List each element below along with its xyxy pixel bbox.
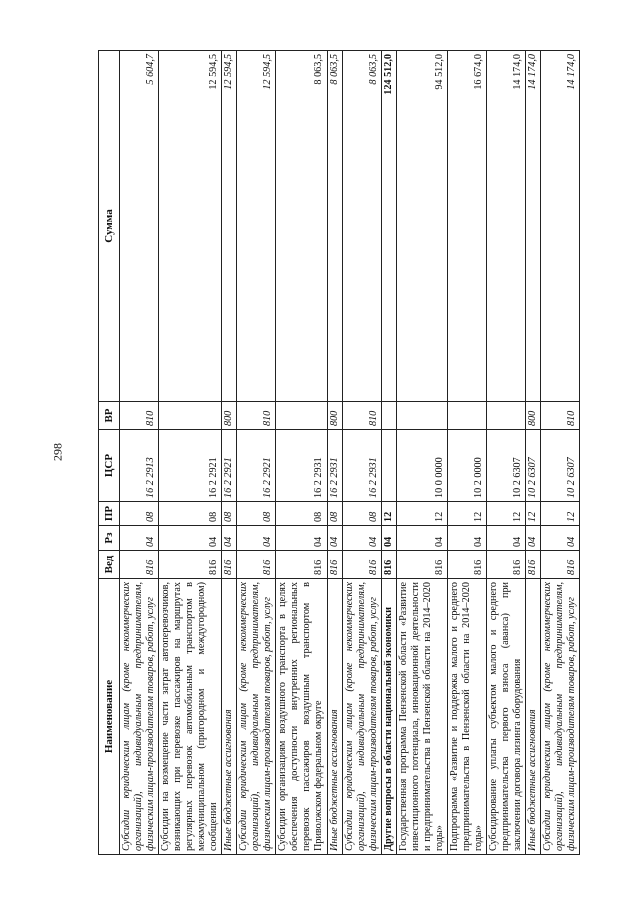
table-row [525,51,540,855]
rotated-table-container [98,50,578,855]
cell-vr: 800 [327,402,342,430]
cell-pr: 08 [327,502,342,526]
cell-rz: 04 [541,526,580,551]
cell-ved: 816 [159,551,222,579]
cell-sum: 14 174,0 [486,51,525,402]
cell-ved: 816 [381,551,396,579]
cell-ved: 816 [276,551,327,579]
cell-rz: 04 [396,526,447,551]
cell-ved: 816 [525,551,540,579]
cell-csr: 16 2 2913 [120,430,159,502]
cell-vr: 810 [342,402,381,430]
cell-sum: 8 063,5 [327,51,342,402]
table-row [396,51,447,855]
cell-sum: 16 674,0 [447,51,486,402]
cell-ved: 816 [342,551,381,579]
cell-rz: 04 [342,526,381,551]
cell-name: Субсидии на возмещение части затрат автоперевозчиков, возникающих при перевозке пассажиров на маршрутах регулярных перевозок автомобильным транспортом в межмуниципальном (пригородном и междугородном) сообщении [159,579,222,855]
table-row [447,51,486,855]
header-csr: ЦСР [99,430,120,502]
cell-csr: 16 2 2931 [327,430,342,502]
table-row [159,51,222,855]
header-sum: Сумма [99,51,120,402]
cell-rz: 04 [276,526,327,551]
cell-pr: 12 [541,502,580,526]
cell-vr: 800 [222,402,237,430]
cell-csr: 16 2 2921 [237,430,276,502]
cell-name: Иные бюджетные ассигнования [327,579,342,855]
cell-rz: 04 [525,526,540,551]
cell-sum: 12 594,5 [237,51,276,402]
cell-rz: 04 [159,526,222,551]
cell-name: Другие вопросы в области национальной экономики [381,579,396,855]
cell-sum: 94 512,0 [396,51,447,402]
cell-name: Иные бюджетные ассигнования [525,579,540,855]
cell-csr: 16 2 2921 [222,430,237,502]
table-row [327,51,342,855]
cell-rz: 04 [327,526,342,551]
table-row [237,51,276,855]
cell-vr [381,402,396,430]
cell-vr [486,402,525,430]
table-body [120,51,580,855]
cell-pr: 12 [486,502,525,526]
cell-name: Субсидии юридическим лицам (кроме некоммерческих организаций), индивидуальным предпринимателям, физическим лицам-производителям товаров, работ, услуг [541,579,580,855]
table-row [342,51,381,855]
table-row [276,51,327,855]
cell-csr: 10 2 0000 [447,430,486,502]
cell-name: Подпрограмма «Развитие и поддержка малого и среднего предпринимательства в Пензенской области на 2014–2020 годы» [447,579,486,855]
cell-vr [447,402,486,430]
cell-rz: 04 [120,526,159,551]
cell-name: Субсидии юридическим лицам (кроме некоммерческих организаций), индивидуальным предпринимателям, физическим лицам-производителям товаров, работ, услуг [342,579,381,855]
table-row [381,51,396,855]
cell-vr: 810 [541,402,580,430]
cell-sum: 14 174,0 [541,51,580,402]
cell-pr: 12 [525,502,540,526]
cell-name: Субсидии юридическим лицам (кроме некоммерческих организаций), индивидуальным предпринимателям, физическим лицам-производителям товаров, работ, услуг [120,579,159,855]
header-name: Наименование [99,579,120,855]
cell-csr: 10 2 6307 [486,430,525,502]
cell-sum: 12 594,5 [159,51,222,402]
table-row [222,51,237,855]
cell-name: Субсидии организациям воздушного транспорта в целях обеспечения доступности внутренних региональных перевозок пассажиров воздушным транспортом в Приволжском федеральном округе [276,579,327,855]
cell-pr: 08 [120,502,159,526]
cell-csr: 10 2 6307 [541,430,580,502]
cell-vr: 810 [237,402,276,430]
cell-name: Субсидирование уплаты субъектом малого и среднего предпринимательства первого взноса (аванса) при заключении договора лизинга оборудования [486,579,525,855]
cell-rz: 04 [237,526,276,551]
table-row [120,51,159,855]
cell-pr: 08 [276,502,327,526]
table-row [541,51,580,855]
cell-vr [276,402,327,430]
cell-name: Государственная программа Пензенской области «Развитие инвестиционного потенциала, инновационной деятельности и предпринимательства в Пензенской области на 2014–2020 годы» [396,579,447,855]
cell-name: Субсидии юридическим лицам (кроме некоммерческих организаций), индивидуальным предпринимателям, физическим лицам-производителям товаров, работ, услуг [237,579,276,855]
cell-ved: 816 [237,551,276,579]
cell-csr: 16 2 2931 [342,430,381,502]
cell-ved: 816 [327,551,342,579]
cell-name: Иные бюджетные ассигнования [222,579,237,855]
cell-pr: 12 [396,502,447,526]
cell-ved: 816 [120,551,159,579]
cell-vr: 810 [120,402,159,430]
cell-sum: 124 512,0 [381,51,396,402]
page-number: 298 [50,443,65,461]
cell-pr: 08 [342,502,381,526]
cell-pr: 12 [447,502,486,526]
cell-pr: 12 [381,502,396,526]
cell-csr [381,430,396,502]
budget-table [98,50,580,855]
cell-ved: 816 [222,551,237,579]
header-ved: Вед [99,551,120,579]
cell-ved: 816 [486,551,525,579]
cell-sum: 14 174,0 [525,51,540,402]
cell-ved: 816 [447,551,486,579]
cell-csr: 10 0 0000 [396,430,447,502]
cell-sum: 12 594,5 [222,51,237,402]
table-header-row [99,51,120,855]
cell-pr: 08 [222,502,237,526]
cell-sum: 8 063,5 [342,51,381,402]
cell-pr: 08 [159,502,222,526]
cell-csr: 16 2 2931 [276,430,327,502]
cell-sum: 5 604,7 [120,51,159,402]
header-vr: ВР [99,402,120,430]
header-pr: ПР [99,502,120,526]
cell-rz: 04 [381,526,396,551]
cell-csr: 16 2 2921 [159,430,222,502]
cell-vr [159,402,222,430]
cell-rz: 04 [222,526,237,551]
header-rz: Рз [99,526,120,551]
cell-vr: 800 [525,402,540,430]
table-row [486,51,525,855]
cell-ved: 816 [396,551,447,579]
cell-sum: 8 063,5 [276,51,327,402]
cell-csr: 10 2 6307 [525,430,540,502]
cell-ved: 816 [541,551,580,579]
cell-rz: 04 [447,526,486,551]
cell-pr: 08 [237,502,276,526]
cell-rz: 04 [486,526,525,551]
cell-vr [396,402,447,430]
